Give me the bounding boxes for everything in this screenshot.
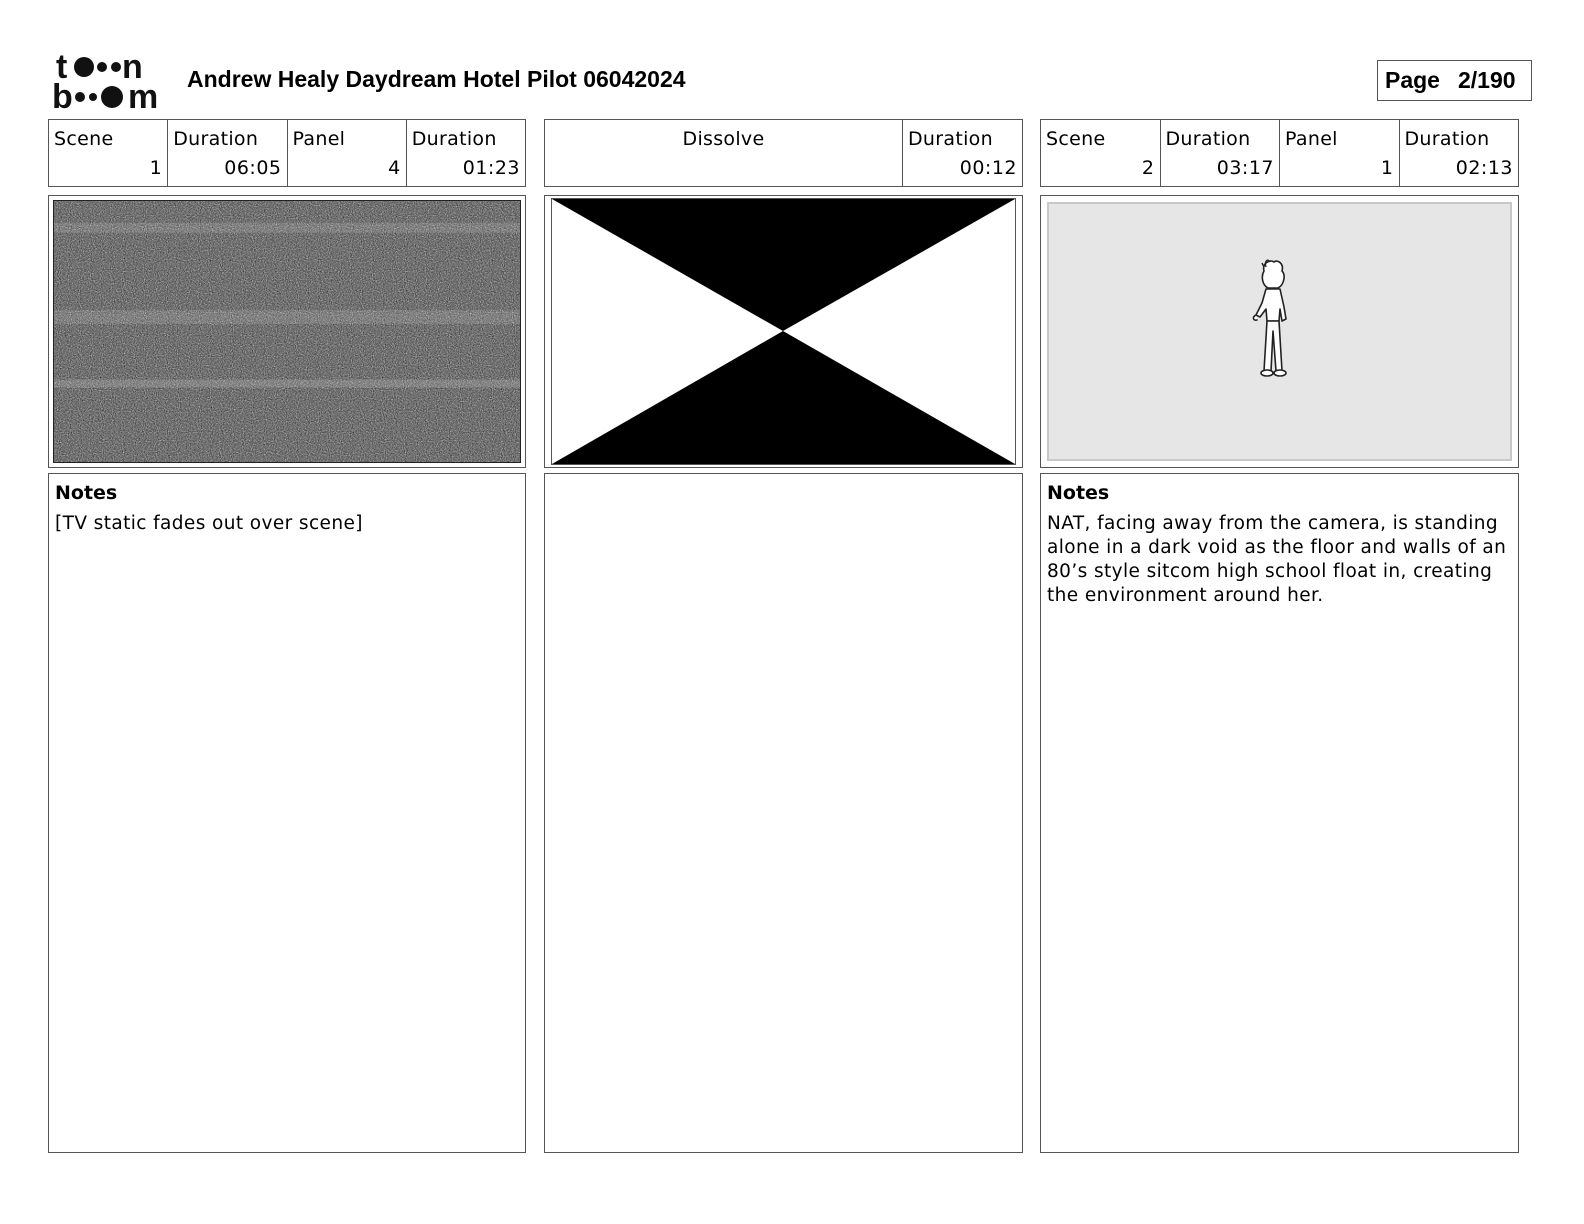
panel-label: Panel xyxy=(292,128,346,150)
scene-value: 2 xyxy=(1141,157,1155,179)
panel-2-notes xyxy=(1040,473,1519,1153)
transition-image-frame xyxy=(544,195,1023,468)
character-sketch-icon xyxy=(1244,259,1304,389)
scene-value: 1 xyxy=(149,157,163,179)
scene-label: Scene xyxy=(1046,128,1106,150)
notes-text: [TV static fades out over scene] xyxy=(55,513,363,534)
svg-text:t: t xyxy=(56,50,68,86)
dissolve-transition-icon xyxy=(551,198,1016,465)
svg-text:m: m xyxy=(128,78,159,112)
duration-label: Duration xyxy=(411,128,497,150)
panel-1-header xyxy=(48,119,526,187)
scene-duration-cell xyxy=(1161,120,1281,186)
page-indicator xyxy=(1377,60,1532,101)
transition-label: Dissolve xyxy=(682,128,765,150)
panel-2-image-frame xyxy=(1040,195,1519,468)
panel-cell xyxy=(288,120,407,186)
svg-text:n: n xyxy=(122,50,143,86)
notes-text: NAT, facing away from the camera, is standing alone in a dark void as the floor and walls of an 80’s style sitcom high school float in, creating the environment around her. xyxy=(1047,513,1507,606)
panel-1-notes xyxy=(48,473,526,1153)
transition-cell xyxy=(545,120,903,186)
page-label: Page xyxy=(1385,67,1440,93)
panel-label: Panel xyxy=(1285,128,1338,150)
svg-text:b: b xyxy=(52,78,73,112)
transition-duration-cell xyxy=(903,120,1022,186)
scene-cell xyxy=(1041,120,1161,186)
document-title: Andrew Healy Daydream Hotel Pilot 06042024 xyxy=(187,66,686,92)
duration-label: Duration xyxy=(1165,128,1251,150)
scene-sketch-image xyxy=(1047,202,1512,461)
panel-value: 4 xyxy=(388,157,401,179)
tv-static-image xyxy=(53,200,521,463)
duration-value: 06:05 xyxy=(224,157,282,179)
scene-duration-cell xyxy=(168,120,287,186)
notes-title: Notes xyxy=(1047,482,1110,504)
notes-title: Notes xyxy=(55,482,118,504)
toonboom-logo-icon xyxy=(50,50,165,112)
page-number: 2/190 xyxy=(1457,67,1516,93)
panel-value: 1 xyxy=(1380,157,1394,179)
scene-cell xyxy=(49,120,168,186)
transition-notes xyxy=(544,473,1023,1153)
duration-label: Duration xyxy=(173,128,259,150)
panel-duration-cell xyxy=(407,120,525,186)
duration-label: Duration xyxy=(908,128,993,150)
panel-duration-cell xyxy=(1400,120,1519,186)
duration-value: 02:13 xyxy=(1455,157,1513,179)
panel-2-header xyxy=(1040,119,1519,187)
panel-cell xyxy=(1280,120,1400,186)
panel-1-image-frame xyxy=(48,195,526,468)
duration-value: 01:23 xyxy=(462,157,520,179)
duration-value: 00:12 xyxy=(959,157,1017,179)
duration-value: 03:17 xyxy=(1216,157,1274,179)
duration-label: Duration xyxy=(1404,128,1490,150)
scene-label: Scene xyxy=(54,128,114,150)
transition-header xyxy=(544,119,1023,187)
